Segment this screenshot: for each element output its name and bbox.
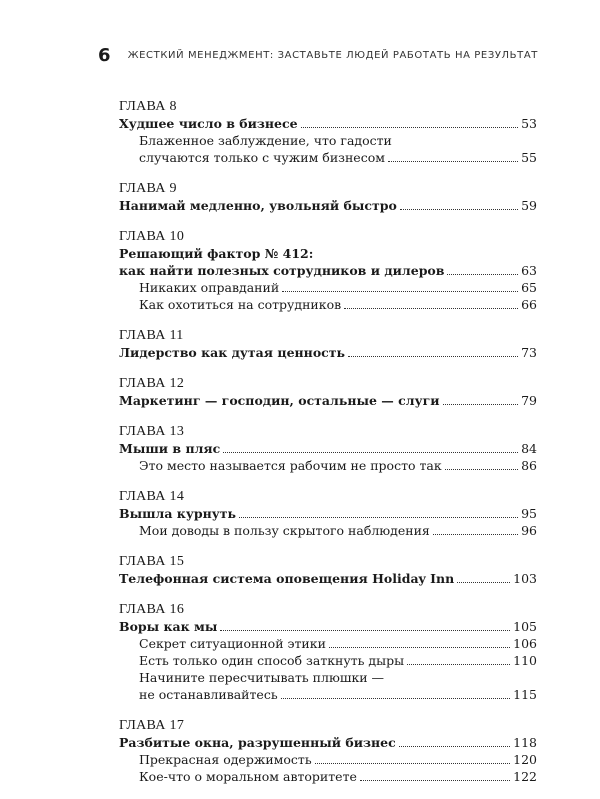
toc-chapter-15 xyxy=(119,553,537,587)
toc-chapter-16 xyxy=(119,601,537,703)
dot-leader xyxy=(447,274,518,275)
page-ref: 55 xyxy=(521,150,537,165)
toc-chapter-9 xyxy=(119,180,537,214)
toc-chapter-12 xyxy=(119,375,537,409)
chapter-label: ГЛАВА 17 xyxy=(119,718,185,733)
toc-chapter-8 xyxy=(119,98,537,166)
toc-entry[interactable] xyxy=(139,522,537,539)
toc-entry[interactable] xyxy=(119,618,537,635)
chapter-label: ГЛАВА 10 xyxy=(119,229,185,244)
dot-leader xyxy=(457,582,510,583)
toc-entry[interactable] xyxy=(139,652,537,669)
toc-entry[interactable] xyxy=(119,440,537,457)
page-header xyxy=(98,46,538,70)
toc-entry[interactable] xyxy=(119,734,537,751)
dot-leader xyxy=(223,452,518,453)
page-ref: 73 xyxy=(521,345,537,360)
section-title: Кое-что о моральном авторитете xyxy=(139,769,357,784)
dot-leader xyxy=(282,291,518,292)
chapter-label: ГЛАВА 15 xyxy=(119,554,185,569)
dot-leader xyxy=(400,209,518,210)
dot-leader xyxy=(281,698,511,699)
chapter-label: ГЛАВА 8 xyxy=(119,99,177,114)
section-title-line: Блаженное заблуждение, что гадости xyxy=(139,133,392,148)
dot-leader xyxy=(399,746,510,747)
chapter-title: как найти полезных сотрудников и дилеров xyxy=(119,263,445,278)
section-title: Секрет ситуационной этики xyxy=(139,636,326,651)
toc-entry[interactable] xyxy=(139,751,537,768)
dot-leader xyxy=(220,630,510,631)
page-ref: 63 xyxy=(521,263,537,278)
page-ref: 53 xyxy=(521,116,537,131)
chapter-title: Разбитые окна, разрушенный бизнес xyxy=(119,735,396,750)
section-title: Прекрасная одержимость xyxy=(139,752,312,767)
page-ref: 66 xyxy=(521,297,537,312)
dot-leader xyxy=(348,356,518,357)
page-ref: 79 xyxy=(521,393,537,408)
toc-entry[interactable] xyxy=(139,149,537,166)
toc-entry[interactable] xyxy=(119,115,537,132)
chapter-label: ГЛАВА 14 xyxy=(119,489,185,504)
toc-entry[interactable] xyxy=(119,262,537,279)
chapter-title: Мыши в пляс xyxy=(119,441,221,456)
page-ref: 65 xyxy=(521,280,537,295)
section-title: не останавливайтесь xyxy=(139,687,278,702)
toc-chapter-13 xyxy=(119,423,537,474)
toc-entry[interactable] xyxy=(139,296,537,313)
chapter-label: ГЛАВА 16 xyxy=(119,602,185,617)
page-ref: 118 xyxy=(513,735,537,750)
chapter-label: ГЛАВА 9 xyxy=(119,181,177,196)
page-ref: 115 xyxy=(513,687,537,702)
dot-leader xyxy=(360,780,510,781)
page-ref: 122 xyxy=(513,769,537,784)
toc-entry[interactable] xyxy=(119,392,537,409)
toc-entry[interactable] xyxy=(119,570,537,587)
toc-entry[interactable] xyxy=(119,505,537,522)
toc-entry[interactable] xyxy=(139,457,537,474)
dot-leader xyxy=(301,127,519,128)
dot-leader xyxy=(239,517,518,518)
section-title: Как охотиться на сотрудников xyxy=(139,297,342,312)
dot-leader xyxy=(329,647,510,648)
page-number: 6 xyxy=(98,45,111,66)
page-ref: 95 xyxy=(521,506,537,521)
toc-entry[interactable] xyxy=(139,635,537,652)
dot-leader xyxy=(407,664,510,665)
section-title-line: Начините пересчитывать плюшки — xyxy=(139,670,385,685)
chapter-title-line: Решающий фактор № 412: xyxy=(119,246,314,261)
chapter-label: ГЛАВА 13 xyxy=(119,424,185,439)
toc-chapter-14 xyxy=(119,488,537,539)
toc-entry[interactable] xyxy=(139,279,537,296)
page-ref: 86 xyxy=(521,458,537,473)
toc-chapter-17 xyxy=(119,717,537,785)
dot-leader xyxy=(344,308,518,309)
toc-chapter-11 xyxy=(119,327,537,361)
page-ref: 120 xyxy=(513,752,537,767)
section-title: Это место называется рабочим не просто так xyxy=(139,458,442,473)
running-title: ЖЕСТКИЙ МЕНЕДЖМЕНТ: ЗАСТАВЬТЕ ЛЮДЕЙ РАБОТАТЬ НА РЕЗУЛЬТАТ xyxy=(127,50,538,61)
chapter-title: Худшее число в бизнесе xyxy=(119,116,298,131)
chapter-title: Вышла курнуть xyxy=(119,506,236,521)
page-ref: 105 xyxy=(513,619,537,634)
section-title: Никаких оправданий xyxy=(139,280,280,295)
page-ref: 110 xyxy=(513,653,537,668)
chapter-title: Лидерство как дутая ценность xyxy=(119,345,346,360)
section-title: Есть только один способ заткнуть дыры xyxy=(139,653,405,668)
page-ref: 59 xyxy=(521,198,537,213)
dot-leader xyxy=(433,534,518,535)
toc-chapter-10 xyxy=(119,228,537,313)
toc-entry[interactable] xyxy=(119,197,537,214)
toc-entry[interactable] xyxy=(119,344,537,361)
chapter-title: Воры как мы xyxy=(119,619,218,634)
section-title: случаются только с чужим бизнесом xyxy=(139,150,385,165)
chapter-title: Нанимай медленно, увольняй быстро xyxy=(119,198,397,213)
chapter-label: ГЛАВА 12 xyxy=(119,376,185,391)
chapter-title: Телефонная система оповещения Holiday Inn xyxy=(119,571,455,586)
dot-leader xyxy=(315,763,511,764)
page-ref: 106 xyxy=(513,636,537,651)
section-title: Мои доводы в пользу скрытого наблюдения xyxy=(139,523,430,538)
page-ref: 84 xyxy=(521,441,537,456)
dot-leader xyxy=(445,469,518,470)
page-ref: 103 xyxy=(513,571,537,586)
chapter-label: ГЛАВА 11 xyxy=(119,328,184,343)
table-of-contents xyxy=(119,98,537,799)
toc-entry[interactable] xyxy=(139,768,537,785)
chapter-title: Маркетинг — господин, остальные — слуги xyxy=(119,393,440,408)
dot-leader xyxy=(388,161,518,162)
page-ref: 96 xyxy=(521,523,537,538)
toc-entry[interactable] xyxy=(139,686,537,703)
dot-leader xyxy=(443,404,519,405)
